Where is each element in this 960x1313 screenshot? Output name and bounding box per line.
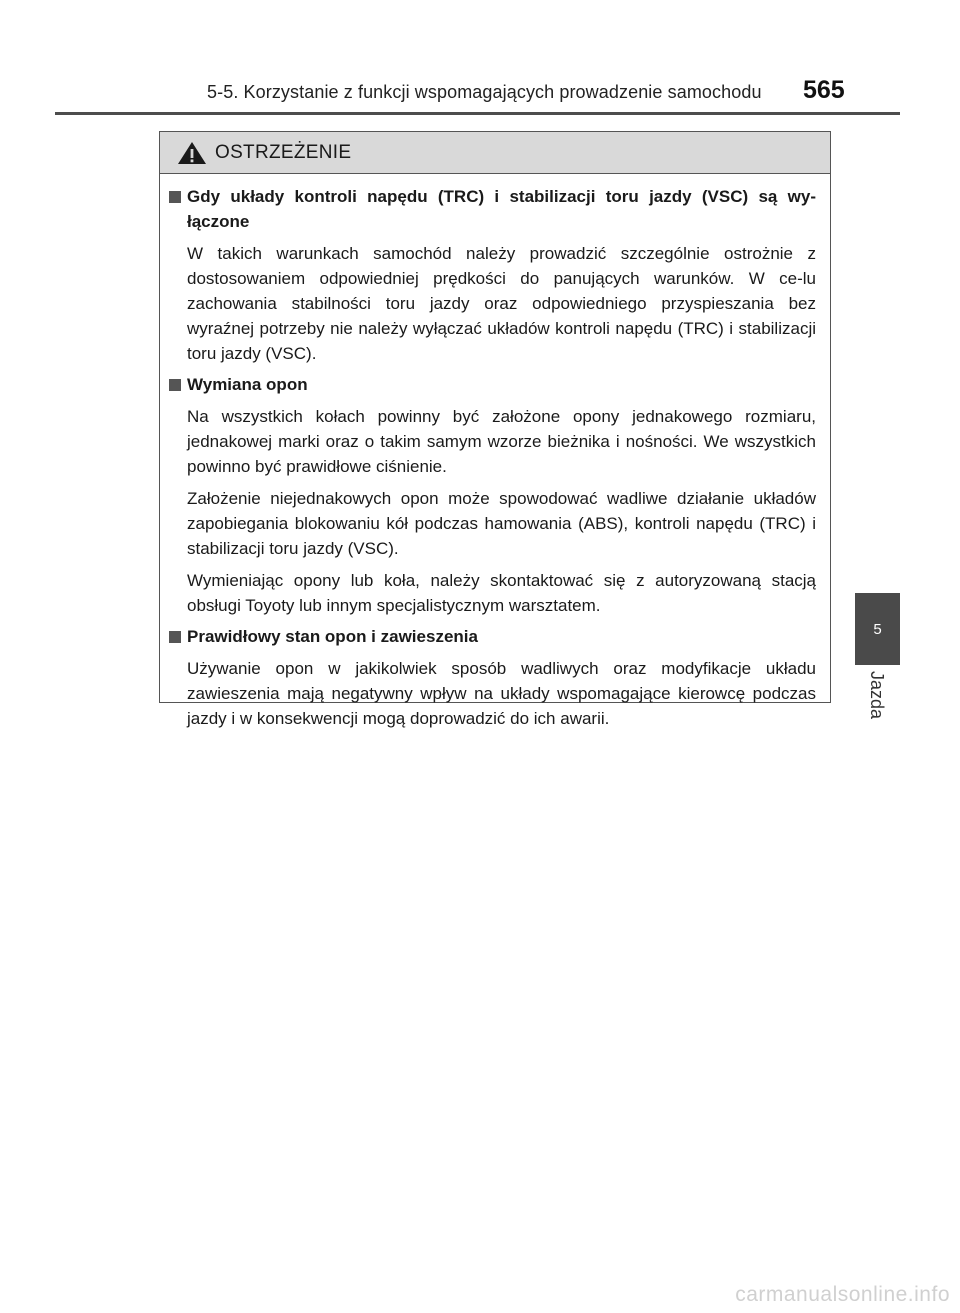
- paragraph: Na wszystkich kołach powinny być założone opony jednakowego rozmiaru, jednakowej marki oraz o takim samym wzorze bieżnika i nośności. We wszystkich powinno być prawidłowe ciśnienie.: [187, 407, 816, 476]
- section-heading-text: Prawidłowy stan opon i zawieszenia: [187, 627, 478, 646]
- chapter-label: Jazda: [867, 671, 887, 720]
- square-bullet-icon: [169, 631, 181, 643]
- section-title: 5-5. Korzystanie z funkcji wspomagających prowadzenie samochodu: [207, 82, 762, 102]
- square-bullet-icon: [169, 379, 181, 391]
- square-bullet-icon: [169, 191, 181, 203]
- section-heading: [167, 184, 816, 234]
- paragraph: Wymieniając opony lub koła, należy skontaktować się z autoryzowaną stacją obsługi Toyoty lub innym specjalistycznym warsztatem.: [187, 571, 816, 615]
- watermark: carmanualsonline.info: [735, 1283, 950, 1306]
- section-heading-text: Wymiana opon: [187, 375, 308, 394]
- chapter-tab[interactable]: 5: [855, 593, 900, 665]
- paragraph: Założenie niejednakowych opon może spowodować wadliwe działanie układów zapobiegania blokowaniu kół podczas hamowania (ABS), kontroli napędu (TRC) i stabilizacji toru jazdy (VSC).: [187, 489, 816, 558]
- warning-title: OSTRZEŻENIE: [215, 141, 352, 163]
- paragraph: Używanie opon w jakikolwiek sposób wadliwych oraz modyfikacje układu zawieszenia mają negatywny wpływ na układy wspomagające kierowcę podczas jazdy i w konsekwencji mogą doprowadzić do ich awarii.: [187, 659, 816, 728]
- warning-box: [159, 131, 831, 728]
- header-divider: [55, 112, 900, 115]
- paragraph: W takich warunkach samochód należy prowadzić szczególnie ostrożnie z dostosowaniem odpowiedniej prędkości do panujących warunków. W ce-lu zachowania stabilności toru jazdy oraz odpowiedniego przyspieszania bez wyraźnej potrzeby nie należy wyłączać układów kontroli napędu (TRC) i stabilizacji toru jazdy (VSC).: [187, 244, 816, 363]
- section-heading: [167, 624, 816, 649]
- warning-triangle-icon: [177, 141, 207, 165]
- warning-header: [160, 132, 830, 174]
- section-heading-text: Gdy układy kontroli napędu (TRC) i stabilizacji toru jazdy (VSC) są wy-łączone: [187, 187, 816, 231]
- warning-section: [167, 372, 816, 618]
- section-heading: [167, 372, 816, 397]
- warning-section: [167, 624, 816, 731]
- warning-body: [160, 174, 830, 731]
- page-number: 565: [803, 76, 845, 104]
- warning-section: [167, 184, 816, 366]
